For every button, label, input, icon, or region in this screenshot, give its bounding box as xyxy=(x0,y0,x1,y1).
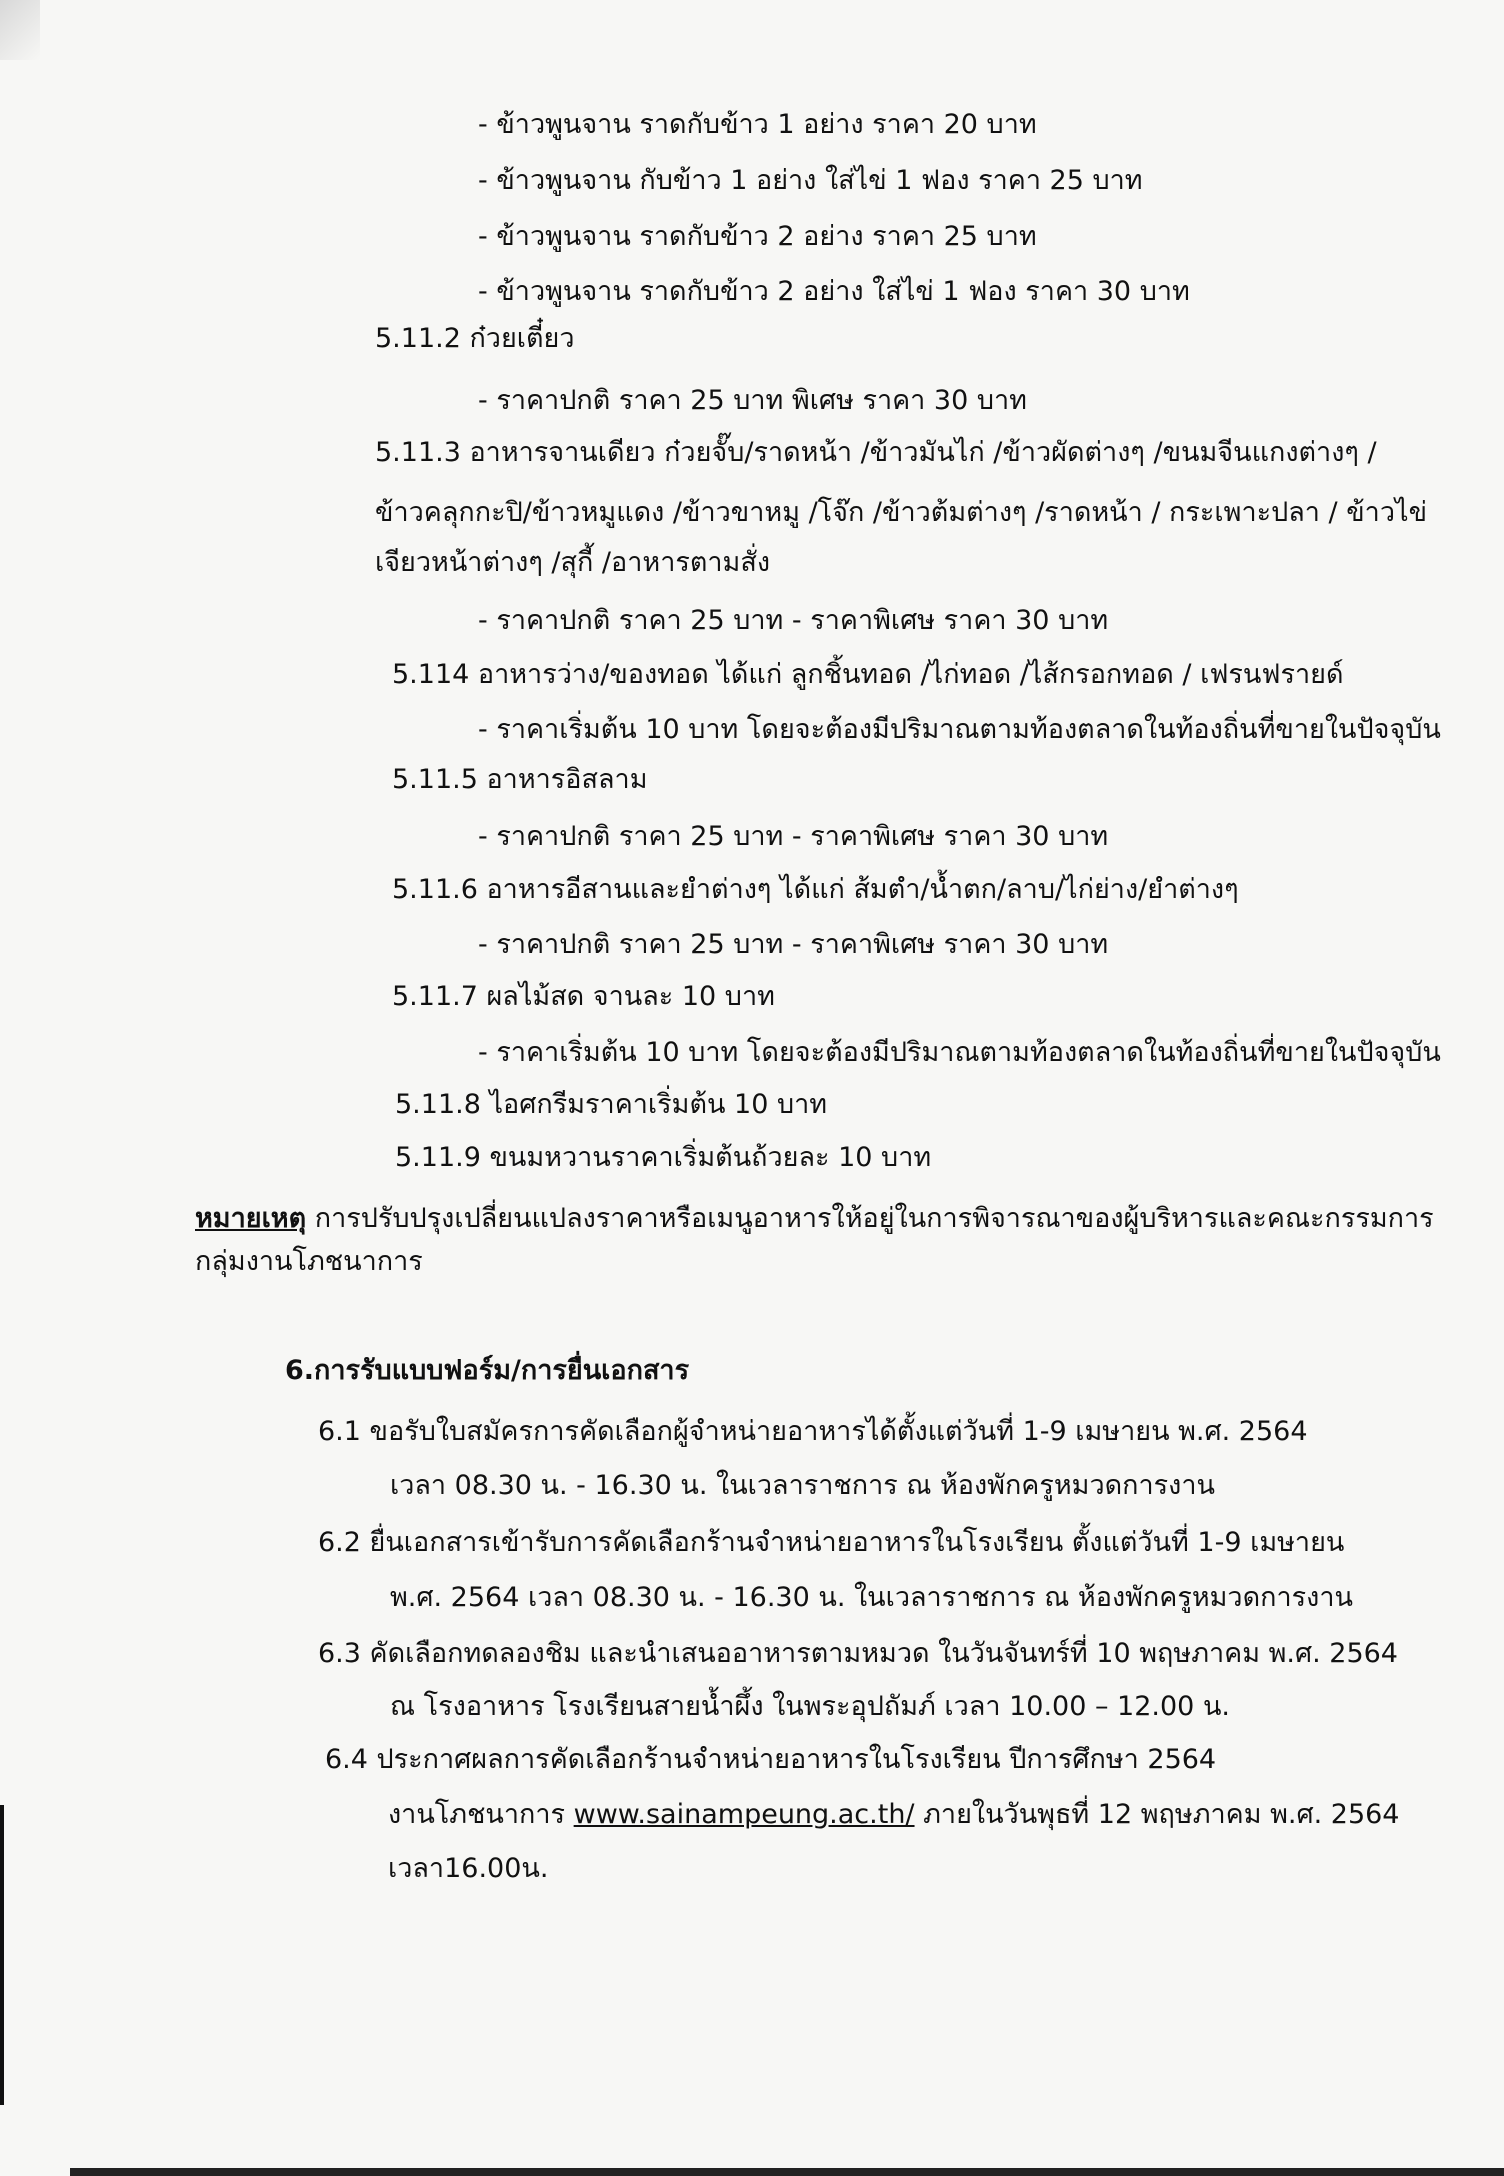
item-6-4-cont xyxy=(388,1798,1400,1832)
note-label: หมายเหตุ xyxy=(195,1203,307,1234)
menu-line-rice-2: - ข้าวพูนจาน กับข้าว 1 อย่าง ใส่ไข่ 1 ฟอง ราคา 25 บาท xyxy=(478,165,1143,196)
item-6-4: 6.4 ประกาศผลการคัดเลือกร้านจำหน่ายอาหารในโรงเรียน ปีการศึกษา 2564 xyxy=(325,1744,1217,1775)
item-6-3-cont: ณ โรงอาหาร โรงเรียนสายน้ำผึ้ง ในพระอุปถัมภ์ เวลา 10.00 – 12.00 น. xyxy=(390,1691,1230,1722)
scan-edge-mark-left xyxy=(0,1805,4,2105)
item-6-4-suffix: ภายในวันพุธที่ 12 พฤษภาคม พ.ศ. 2564 xyxy=(914,1799,1400,1830)
price-line-isan: - ราคาปกติ ราคา 25 บาท - ราคาพิเศษ ราคา 30 บาท xyxy=(478,929,1109,960)
item-6-2-cont: พ.ศ. 2564 เวลา 08.30 น. - 16.30 น. ในเวลาราชการ ณ ห้องพักครูหมวดการงาน xyxy=(390,1582,1353,1613)
item-6-3: 6.3 คัดเลือกทดลองชิม และนำเสนออาหารตามหมวด ในวันจันทร์ที่ 10 พฤษภาคม พ.ศ. 2564 xyxy=(318,1638,1398,1669)
section-5-11-3-cont-2: เจียวหน้าต่างๆ /สุกี้ /อาหารตามสั่ง xyxy=(375,547,771,578)
section-5-11-3-cont-1: ข้าวคลุกกะปิ/ข้าวหมูแดง /ข้าวขาหมู /โจ๊ก /ข้าวต้มต่างๆ /ราดหน้า / กระเพาะปลา / ข้าวไข่ xyxy=(375,497,1428,528)
note-line-cont: กลุ่มงานโภชนาการ xyxy=(195,1246,423,1277)
price-line-single-dish: - ราคาปกติ ราคา 25 บาท - ราคาพิเศษ ราคา 30 บาท xyxy=(478,605,1109,636)
item-6-2: 6.2 ยื่นเอกสารเข้ารับการคัดเลือกร้านจำหน่ายอาหารในโรงเรียน ตั้งแต่วันที่ 1-9 เมษายน xyxy=(318,1527,1345,1558)
section-5-11-7: 5.11.7 ผลไม้สด จานละ 10 บาท xyxy=(392,981,775,1012)
item-6-4-time: เวลา16.00น. xyxy=(388,1853,549,1884)
menu-line-rice-1: - ข้าวพูนจาน ราดกับข้าว 1 อย่าง ราคา 20 บาท xyxy=(478,109,1037,140)
price-line-islamic: - ราคาปกติ ราคา 25 บาท - ราคาพิเศษ ราคา 30 บาท xyxy=(478,821,1109,852)
section-5-11-5: 5.11.5 อาหารอิสลาม xyxy=(392,764,648,795)
note-line xyxy=(195,1202,1434,1236)
menu-line-rice-4: - ข้าวพูนจาน ราดกับข้าว 2 อย่าง ใส่ไข่ 1 ฟอง ราคา 30 บาท xyxy=(478,276,1190,307)
menu-line-rice-3: - ข้าวพูนจาน ราดกับข้าว 2 อย่าง ราคา 25 บาท xyxy=(478,221,1037,252)
section-5-11-4: 5.114 อาหารว่าง/ของทอด ได้แก่ ลูกชิ้นทอด /ไก่ทอด /ไส้กรอกทอด / เฟรนฟรายด์ xyxy=(392,659,1344,690)
note-text: การปรับปรุงเปลี่ยนแปลงราคาหรือเมนูอาหารให้อยู่ในการพิจารณาของผู้บริหารและคณะกรรมการ xyxy=(306,1203,1434,1234)
item-6-4-prefix: งานโภชนาการ xyxy=(388,1799,574,1830)
section-5-11-8: 5.11.8 ไอศกรีมราคาเริ่มต้น 10 บาท xyxy=(395,1089,828,1120)
scan-edge-mark-bottom xyxy=(70,2168,1504,2176)
item-6-1: 6.1 ขอรับใบสมัครการคัดเลือกผู้จำหน่ายอาหารได้ตั้งแต่วันที่ 1-9 เมษายน พ.ศ. 2564 xyxy=(318,1416,1308,1447)
section-6-heading: 6.การรับแบบฟอร์ม/การยื่นเอกสาร xyxy=(285,1355,690,1386)
item-6-1-cont: เวลา 08.30 น. - 16.30 น. ในเวลาราชการ ณ ห้องพักครูหมวดการงาน xyxy=(390,1470,1215,1501)
section-5-11-6: 5.11.6 อาหารอีสานและยำต่างๆ ได้แก่ ส้มตำ/น้ำตก/ลาบ/ไก่ย่าง/ยำต่างๆ xyxy=(392,874,1239,905)
section-5-11-3: 5.11.3 อาหารจานเดียว ก๋วยจั๊บ/ราดหน้า /ข้าวมันไก่ /ข้าวผัดต่างๆ /ขนมจีนแกงต่างๆ / xyxy=(375,437,1377,468)
price-line-snacks: - ราคาเริ่มต้น 10 บาท โดยจะต้องมีปริมาณตามท้องตลาดในท้องถิ่นที่ขายในปัจจุบัน xyxy=(478,714,1441,745)
price-line-noodle: - ราคาปกติ ราคา 25 บาท พิเศษ ราคา 30 บาท xyxy=(478,385,1027,416)
section-5-11-2: 5.11.2 ก๋วยเตี๋ยว xyxy=(375,323,575,354)
website-link[interactable]: www.sainampeung.ac.th/ xyxy=(573,1799,915,1830)
price-line-fruit: - ราคาเริ่มต้น 10 บาท โดยจะต้องมีปริมาณตามท้องตลาดในท้องถิ่นที่ขายในปัจจุบัน xyxy=(478,1037,1441,1068)
scan-smudge xyxy=(0,0,40,60)
section-5-11-9: 5.11.9 ขนมหวานราคาเริ่มต้นถ้วยละ 10 บาท xyxy=(395,1142,932,1173)
